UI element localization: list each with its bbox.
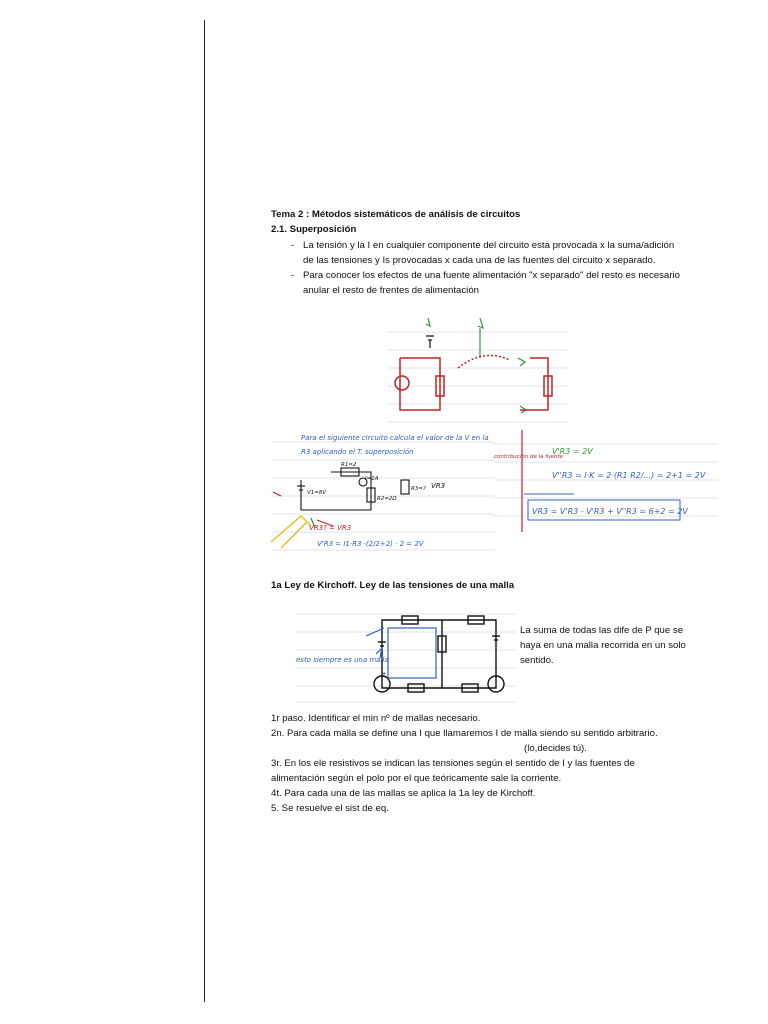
bullet-text-continued: anular el resto de frentes de alimentación [303,285,479,296]
result-eq1: V'R3 = 2V [552,447,593,456]
label-i1: I=1A [365,476,379,482]
problem-text-line2: R3 aplicando el T. superposición [301,448,414,456]
result-eq3: VR3 = V'R3 - V'R3 + V''R3 = 6+2 = 2V [532,507,688,516]
page-title: Tema 2 : Métodos sistemáticos de análisis de circuitos [271,209,521,220]
result-eq2: V''R3 = I·K = 2·(R1 R2/...) = 2+1 = 2V [552,471,706,480]
kirchhoff-note-line1: La suma de todas las dife de P que se [520,625,684,636]
step-3: 3r. En los ele resistivos se indican las tensiones según el sentido de I y las fuentes de [271,758,635,769]
bullet-text-continued: de las tensiones y Is provocadas x cada una de las fuentes del circuito x separado. [303,255,656,266]
step-5: 5. Se resuelve el sist de eq. [271,803,389,814]
plus-sign: + [382,671,387,678]
label-v1: V1=8V [307,490,327,496]
step-1: 1r paso. Identificar el min nº de mallas necesario. [271,713,481,724]
label-r1: R1=2 [341,462,357,468]
page-margin-line [204,20,205,1002]
bullet-dash: - [291,240,295,251]
bullet-text: La tensión y la I en cualquier componente del circuito esta provocada x la suma/adición [303,240,675,251]
superposition-circuit-sketch [388,318,568,424]
bullet-text: Para conocer los efectos de una fuente alimentación "x separado" del resto es necesario [303,270,680,281]
step-3-continued: alimentación según el polo por el que teóricamente sale la corriente. [271,773,562,784]
step-2-note: (lo,decides tú). [524,743,587,754]
superposition-result-sketch [494,430,718,534]
section-heading-kirchhoff: 1a Ley de Kirchoff. Ley de las tensiones de una malla [271,580,515,591]
problem-text-line1: Para el siguiente circuito calcula el valor de la V en la [301,434,489,442]
label-r3: R3=? [411,486,426,492]
kirchhoff-mesh-sketch [296,606,516,704]
label-vab: VR3 [431,482,446,490]
kirchhoff-note-line2: haya en una malla recorrida en un solo [520,640,686,651]
side-label: contribución de la fuente [494,454,564,460]
label-vab-question: VR3? = VR3 [309,524,352,532]
equation-left: V'R3 = I1·R3 ·(2/2+2) · 2 = 2V [317,540,424,548]
kirchhoff-note-line3: sentido. [520,655,554,666]
step-2: 2n. Para cada malla se define una I que llamaremos I de malla siendo su sentido arbitrario. [271,728,658,739]
bullet-dash: - [291,270,295,281]
label-r2: R2=2Ω [377,496,397,502]
superposition-problem-sketch [271,430,495,556]
step-4: 4t. Para cada una de las mallas se aplica la 1a ley de Kirchoff. [271,788,536,799]
section-heading-superposicion: 2.1. Superposición [271,224,357,235]
mesh-note: esto siempre es una malla [296,656,389,664]
